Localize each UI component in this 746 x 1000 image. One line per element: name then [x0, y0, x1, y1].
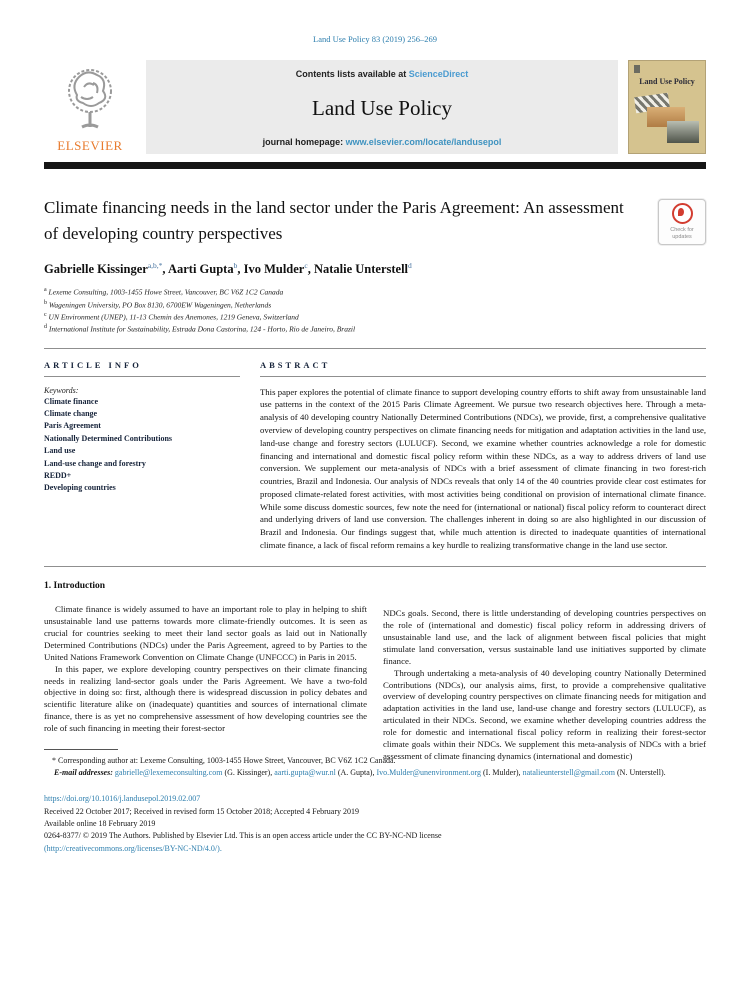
journal-cover-thumbnail[interactable] — [628, 60, 706, 154]
keyword: REDD+ — [44, 471, 72, 480]
article-body — [44, 581, 706, 855]
author-line — [44, 261, 706, 277]
journal-header — [44, 60, 706, 154]
footnote-separator — [44, 749, 118, 750]
copyright-line: 0264-8377/ © 2019 The Authors. Published by Elsevier Ltd. This is an open access article under the CC BY-NC-ND license — [44, 831, 442, 841]
author-affil-sup: b — [233, 261, 238, 270]
email-owner: (G. Kissinger), — [222, 768, 275, 778]
elsevier-logo — [44, 60, 136, 154]
title-row — [44, 195, 706, 246]
author-separator: , — [162, 262, 168, 277]
check-for-updates-badge[interactable] — [658, 199, 706, 245]
keyword: Paris Agreement — [44, 421, 101, 431]
author-affil-sup: a,b,* — [147, 261, 163, 270]
keywords-label: Keywords: — [44, 385, 79, 395]
affiliation-sup: d — [44, 324, 47, 331]
affiliation-text: Lexeme Consulting, 1003-1455 Howe Street, Vancouver, BC V6Z 1C2 Canada — [46, 287, 284, 297]
article-info-column — [44, 360, 240, 552]
journal-title: Land Use Policy — [312, 95, 452, 120]
journal-citation: Land Use Policy 83 (2019) 256–269 — [313, 34, 437, 44]
elsevier-tree-icon — [57, 65, 123, 137]
license-url-link[interactable]: (http://creativecommons.org/licenses/BY-NC-ND/4.0/). — [44, 843, 222, 853]
section-1-heading: 1. Introduction — [44, 580, 106, 591]
keyword: Land-use change and forestry — [44, 458, 146, 468]
body-right-column — [383, 581, 706, 855]
author-name: Natalie Unterstell — [313, 262, 409, 277]
author-affil-sup: d — [408, 261, 412, 270]
keyword: Climate change — [44, 409, 98, 419]
keyword: Land use — [44, 446, 76, 456]
affiliation-sup: b — [44, 299, 47, 306]
keyword: Climate finance — [44, 396, 98, 406]
body-paragraph: Through undertaking a meta-analysis of 40 developing country Nationally Determined Contributions (NDCs), our analysis aims, first, to provide a comprehensive qualitative overview of developing country perspectives on climate financing needs for mitigation and adaptation activities in the land use, land-use change and forestry sectors (LULUCF), as articulated in their NDCs. Second, we examine whether developing countries address the role for domestic and international fiscal policy reform in realizing their forest-sector climate goals within their NDCs. We supplement this meta-analysis of NDCs with a brief assessment of climate financing dynamics (international and domestic) — [383, 667, 706, 762]
abstract-column — [260, 360, 706, 552]
email-owner: (A. Gupta), — [335, 768, 377, 778]
email-link[interactable]: aarti.gupta@wur.nl — [274, 768, 336, 778]
keyword: Nationally Determined Contributions — [44, 433, 172, 443]
section-rule — [44, 566, 706, 567]
affiliation-sup: a — [44, 287, 47, 294]
author-separator: , — [237, 262, 244, 277]
affiliation-line — [44, 311, 706, 323]
sciencedirect-link[interactable]: ScienceDirect — [408, 69, 469, 79]
affiliation-text: UN Environment (UNEP), 11-13 Chemin des Anemones, 1219 Geneva, Switzerland — [46, 312, 299, 322]
homepage-line — [152, 137, 612, 147]
email-link[interactable]: gabrielle@lexemeconsulting.com — [114, 768, 223, 778]
affiliation-line — [44, 299, 706, 311]
homepage-url-link[interactable]: www.elsevier.com/locate/landusepol — [345, 137, 502, 147]
header-divider-bar — [44, 162, 706, 169]
elsevier-wordmark: ELSEVIER — [57, 138, 123, 153]
body-paragraph: NDCs goals. Second, there is little understanding of developing countries perspectives on the role of (international and domestic) fiscal policy reform in addressing drivers of unsustainable land use, and the lack of alignment between fiscal policies that might stimulate land conversation, versus sustainable land use initiatives supported by climate finance. — [383, 607, 706, 666]
affiliations-block — [44, 286, 706, 336]
email-label: E-mail addresses: — [54, 768, 113, 778]
check-for-updates-label: Check for updates — [670, 227, 694, 240]
email-owner: (N. Unterstell). — [615, 768, 666, 778]
contents-prefix: Contents lists available at — [295, 69, 409, 79]
email-link[interactable]: Ivo.Mulder@unenvironment.org — [376, 768, 482, 778]
journal-banner — [146, 60, 618, 154]
homepage-label: journal homepage: — [262, 137, 346, 147]
author-affil-sup: c — [304, 261, 308, 270]
affiliation-sup: c — [44, 311, 47, 318]
cover-title: Land Use Policy — [639, 77, 695, 86]
keyword: Developing countries — [44, 483, 116, 493]
abstract-heading: ABSTRACT — [260, 360, 706, 377]
body-paragraph: Climate finance is widely assumed to have an important role to play in helping to shift unsustainable land use patterns towards more climate-friendly outcomes. It is seen as crucial for countries seeking to meet their land sector goals as laid out in Nationally Determined Contributions (NDCs) under the Paris Agreement, agreed to by Parties to the United Nations Framework Convention on Climate Change (UNFCCC) in Paris in 2015. — [44, 603, 367, 662]
doi-link[interactable]: https://doi.org/10.1016/j.landusepol.2019.02.007 — [44, 794, 201, 804]
author-name: Aarti Gupta — [167, 262, 234, 277]
affiliation-text: International Institute for Sustainability, Estrada Dona Castorina, 124 - Horto, Rio de Janeiro, Brazil — [47, 324, 356, 334]
email-link[interactable]: natalieunterstell@gmail.com — [522, 768, 616, 778]
available-online: Available online 18 February 2019 — [44, 819, 156, 829]
email-owner: (I. Mulder), — [481, 768, 523, 778]
contents-line — [152, 69, 612, 79]
article-info-heading: ARTICLE INFO — [44, 360, 240, 377]
received-dates: Received 22 October 2017; Received in revised form 15 October 2018; Accepted 4 February 2019 — [44, 806, 360, 816]
corresponding-author-note: * Corresponding author at: Lexeme Consulting, 1003-1455 Howe Street, Vancouver, BC V6Z 1C2 Canada. — [52, 756, 396, 766]
author-separator: , — [307, 262, 314, 277]
affiliation-text: Wageningen University, PO Box 8130, 6700EW Wageningen, Netherlands — [47, 300, 272, 310]
abstract-text: This paper explores the potential of climate finance to support developing country efforts to shift away from unsustainable land use patterns in the context of the 2015 Paris Climate Agreement. We pursue two research objectives here. Through a meta-analysis of 40 developing country Nationally Determined Contributions (NDCs), we provide, first, a comprehensive qualitative overview of developing country perspectives on climate financing needs for mitigation and adaptation activities in the land use, land-use change and forestry sectors (LULUCF). Second, we examine whether countries acknowledge a role for domestic financing and international and domestic fiscal policy reform within these NDCs, as a way to address drivers of land use conversion. We supplement our meta-analysis of NDCs with a brief assessment of climate financing in two forest-rich countries, Brazil and Indonesia. Our analysis of NDCs reveals that only 14 of the 40 countries provide clear cost estimates for proposed climate-related forest activities, with most activities being conditional on provision of international climate finance. While some discuss domestic sources, few note the need for (international or national) fiscal policy reform to counteract direct and underlying drivers of land use conversion. The challenges inherent in doing so are also highlighted in our discussion of Brazil and Indonesia. Our findings suggest that, while much attention is directed to inadequate quantities of international climate finance, a lack of fiscal reform remains a key hurdle to realizing transformative change in the land use sector. — [260, 386, 706, 551]
article-info-abstract-block — [44, 349, 706, 566]
affiliation-line — [44, 323, 706, 335]
body-paragraph: In this paper, we explore developing country perspectives on their climate financing needs in realizing land-sector goals under the Paris Agreement. We have a two-fold objective in doing so: first, although there is widespread discussion in policy debates and scientific literature alike on (inadequate) quantities and sources of international climate finance, there is as yet no comprehensive assessment of how developing countries see the role of such financing in meeting their forest-sector — [44, 663, 367, 734]
author-name: Gabrielle Kissinger — [44, 262, 148, 277]
author-name: Ivo Mulder — [243, 262, 305, 277]
article-title: Climate financing needs in the land sector under the Paris Agreement: An assessment of developing country perspectives — [44, 198, 624, 243]
cover-photo-landscape — [667, 121, 699, 143]
crossmark-icon — [672, 203, 693, 224]
affiliation-line — [44, 286, 706, 298]
cover-logo-square — [634, 65, 640, 73]
